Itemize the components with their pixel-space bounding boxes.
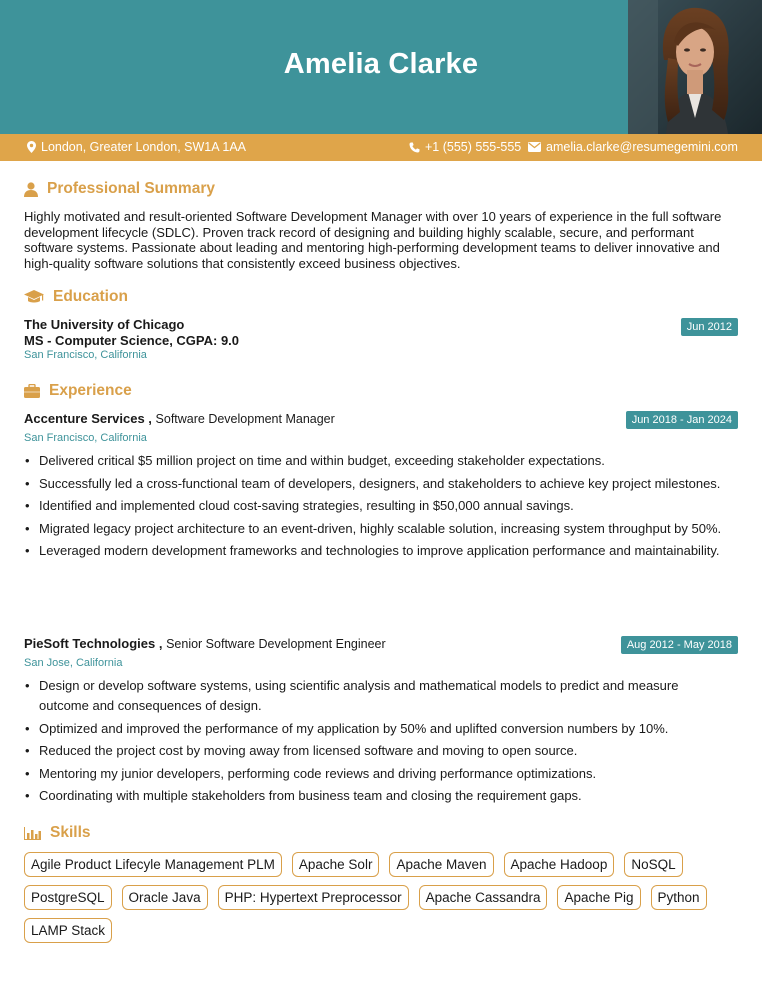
bullet-item: • Identified and implemented cloud cost-saving strategies, resulting in $50,000 annual savings. <box>24 496 724 516</box>
location-text: London, Greater London, SW1A 1AA <box>41 140 246 154</box>
skills-list <box>24 852 744 943</box>
skill-chip: Python <box>651 885 707 910</box>
skill-chip: Agile Product Lifecyle Management PLM <box>24 852 282 877</box>
summary-heading <box>24 180 215 198</box>
job-role: Senior Software Development Engineer <box>166 637 386 651</box>
job-header <box>24 636 386 651</box>
phone-text: +1 (555) 555-555 <box>425 140 522 154</box>
skills-heading <box>24 824 91 842</box>
job-date-badge: Jun 2018 - Jan 2024 <box>626 411 738 429</box>
phone-icon <box>409 142 420 153</box>
contact-phone[interactable] <box>409 140 521 154</box>
email-text: amelia.clarke@resumegemini.com <box>546 140 738 154</box>
envelope-icon <box>528 142 541 152</box>
education-date-badge: Jun 2012 <box>681 318 738 336</box>
skill-chip: NoSQL <box>624 852 682 877</box>
contact-email[interactable] <box>528 140 738 154</box>
skill-chip: Apache Hadoop <box>504 852 615 877</box>
skill-chip: Oracle Java <box>122 885 208 910</box>
user-icon <box>24 182 38 197</box>
skill-chip: LAMP Stack <box>24 918 112 943</box>
bullet-item: • Reduced the project cost by moving away from licensed software and moving to open source. <box>24 741 724 761</box>
job-bullets <box>24 451 724 564</box>
job-location: San Jose, California <box>24 657 123 669</box>
graduation-cap-icon <box>24 290 44 304</box>
job-role: Software Development Manager <box>155 412 335 426</box>
summary-title: Professional Summary <box>47 180 215 197</box>
skill-chip: Apache Maven <box>389 852 493 877</box>
profile-photo-illustration <box>628 0 762 134</box>
bullet-item: • Mentoring my junior developers, performing code reviews and driving performance optimizations. <box>24 764 724 784</box>
skill-chip: Apache Pig <box>557 885 640 910</box>
experience-title: Experience <box>49 382 132 399</box>
briefcase-icon <box>24 384 40 398</box>
skill-chip: Apache Solr <box>292 852 380 877</box>
bullet-item: • Coordinating with multiple stakeholders from business team and closing the requirement gaps. <box>24 786 724 806</box>
profile-photo <box>628 0 762 134</box>
header-banner <box>0 0 762 134</box>
bullet-item: • Successfully led a cross-functional team of developers, designers, and stakeholders to achieve key project milestones. <box>24 474 724 494</box>
skills-title: Skills <box>50 824 91 841</box>
bullet-item: • Leveraged modern development frameworks and technologies to improve application performance and maintainability. <box>24 541 724 561</box>
bullet-item: • Migrated legacy project architecture to an event-driven, highly scalable solution, increasing system throughput by 50%. <box>24 519 724 539</box>
bar-chart-icon <box>24 827 41 840</box>
candidate-name: Amelia Clarke <box>283 48 479 80</box>
job-header <box>24 411 335 426</box>
education-school: The University of Chicago <box>24 317 185 332</box>
skill-chip: PHP: Hypertext Preprocessor <box>218 885 409 910</box>
bullet-item: • Delivered critical $5 million project on time and within budget, exceeding stakeholder expectations. <box>24 451 724 471</box>
job-bullets <box>24 676 724 809</box>
education-location: San Francisco, California <box>24 349 147 361</box>
job-date-badge: Aug 2012 - May 2018 <box>621 636 738 654</box>
skill-chip: Apache Cassandra <box>419 885 548 910</box>
summary-text: Highly motivated and result-oriented Software Development Manager with over 10 years of experience in the full software development lifecycle (SDLC). Proven track record of designing and building highly scalable, secure, and performant software systems. Passionate about leading and mentoring high-performing development teams to deliver innovative and high-quality software solutions that consistently exceed business objectives. <box>24 209 722 271</box>
education-title: Education <box>53 288 128 305</box>
contact-location <box>27 140 246 154</box>
education-degree: MS - Computer Science, CGPA: 9.0 <box>24 333 240 348</box>
education-heading <box>24 288 128 306</box>
job-location: San Francisco, California <box>24 432 147 444</box>
bullet-item: • Optimized and improved the performance of my application by 50% and uplifted conversion numbers by 10%. <box>24 719 724 739</box>
contact-bar <box>0 134 762 161</box>
job-company: Accenture Services , <box>24 411 152 426</box>
location-pin-icon <box>27 141 36 153</box>
bullet-item: • Design or develop software systems, using scientific analysis and mathematical models to predict and measure outcome and consequences of design. <box>24 676 724 716</box>
experience-heading <box>24 382 132 400</box>
skill-chip: PostgreSQL <box>24 885 112 910</box>
job-company: PieSoft Technologies , <box>24 636 163 651</box>
